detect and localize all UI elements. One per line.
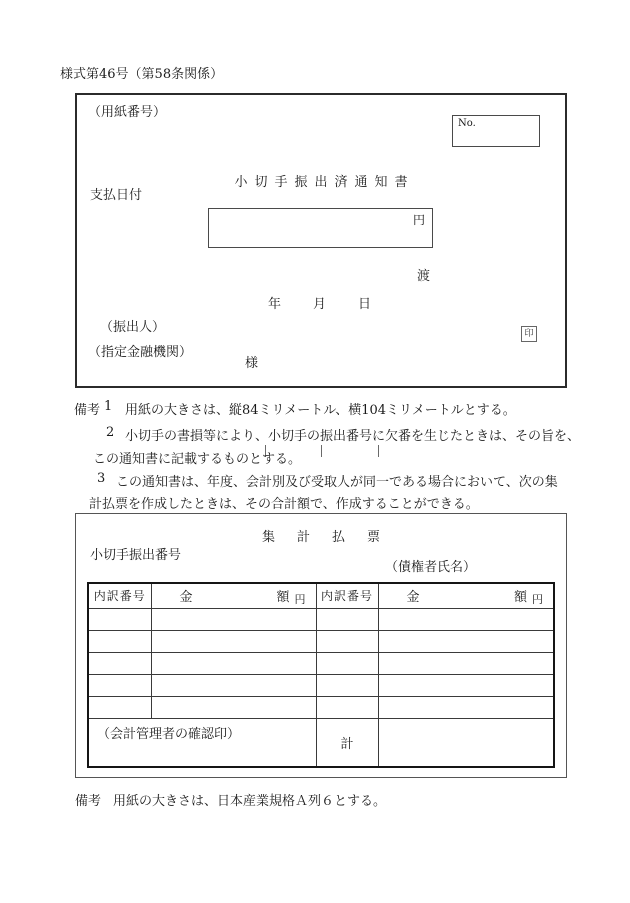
- empty-cell: [316, 608, 378, 630]
- summary-table: [87, 582, 555, 768]
- empty-cell: [316, 696, 378, 718]
- remarks1-line2: [74, 425, 584, 444]
- amount-box: [208, 208, 433, 248]
- empty-cell: [151, 674, 316, 696]
- seal-mark: 印: [521, 326, 537, 342]
- amount-header: [151, 583, 316, 608]
- remarks1-item2-text-cont: この通知書に記載するものとする。: [93, 452, 302, 467]
- amount-gaku-label: 額: [513, 590, 527, 606]
- remarks2-text: 用紙の大きさは、日本産業規格Ａ列６とする。: [113, 794, 387, 809]
- remarks1-line1: [74, 399, 574, 418]
- breakdown-number-header: 内訳番号: [88, 583, 151, 608]
- remarks2-line: [75, 790, 525, 809]
- empty-cell: [151, 696, 316, 718]
- honorific-label: 様: [245, 356, 259, 371]
- remarks1-line4: [74, 471, 584, 490]
- notice-title: 小切手振出済通知書: [234, 175, 415, 190]
- drawer-label: （振出人）: [100, 320, 166, 335]
- empty-cell: [378, 696, 554, 718]
- empty-cell: [378, 652, 554, 674]
- empty-cell: [151, 608, 316, 630]
- empty-cell: [378, 718, 554, 767]
- total-label: 計: [316, 718, 378, 767]
- remarks1-line5: [89, 493, 579, 512]
- no-label: No.: [458, 118, 476, 129]
- table-row: [88, 630, 554, 652]
- empty-cell: [378, 674, 554, 696]
- form-number-label: 様式第46号（第58条関係）: [60, 67, 224, 82]
- empty-cell: [88, 652, 151, 674]
- table-row: [88, 608, 554, 630]
- empty-cell: [316, 652, 378, 674]
- amount-header: [378, 583, 554, 608]
- remarks1-item2-text: 小切手の書損等により、小切手の振出番号に欠番を生じたときは、その旨を、: [125, 429, 581, 444]
- remarks2-label: 備考: [75, 794, 102, 809]
- table-row: [88, 696, 554, 718]
- empty-cell: [88, 608, 151, 630]
- remarks1-item3-num: 3: [97, 471, 106, 486]
- summary-table-footer-row: [88, 718, 554, 767]
- table-row: [88, 652, 554, 674]
- paper-number-label: （用紙番号）: [88, 105, 167, 120]
- remarks1-line3: [93, 448, 573, 467]
- breakdown-number-header: 内訳番号: [316, 583, 378, 608]
- empty-cell: [378, 630, 554, 652]
- accountant-seal-label: （会計管理者の確認印）: [88, 718, 316, 767]
- empty-cell: [88, 630, 151, 652]
- summary-slip-title: 集計払票: [261, 530, 402, 545]
- amount-kin-label: 金: [179, 590, 193, 606]
- empty-cell: [316, 630, 378, 652]
- amount-kin-label: 金: [406, 590, 420, 606]
- deliver-label: 渡: [417, 269, 431, 284]
- table-row: [88, 674, 554, 696]
- empty-cell: [151, 652, 316, 674]
- remarks1-item1-text: 用紙の大きさは、縦84ミリメートル、横104ミリメートルとする。: [125, 403, 516, 418]
- yen-label: 円: [413, 213, 426, 227]
- financial-institution-label: （指定金融機関）: [88, 345, 193, 360]
- amount-gaku-label: 額: [276, 590, 290, 606]
- amount-yen-label: 円: [532, 593, 543, 607]
- empty-cell: [88, 696, 151, 718]
- year-label: 年: [268, 297, 282, 312]
- empty-cell: [88, 674, 151, 696]
- day-label: 日: [358, 297, 372, 312]
- remarks1-item3-text: この通知書は、年度、会計別及び受取人が同一である場合において、次の集: [116, 475, 558, 490]
- creditor-name-label: （債権者氏名）: [385, 560, 477, 575]
- check-issue-number-label: 小切手振出番号: [90, 548, 182, 563]
- payment-date-label: 支払日付: [90, 188, 143, 203]
- remarks1-item2-num: 2: [106, 425, 115, 440]
- empty-cell: [316, 674, 378, 696]
- empty-cell: [151, 630, 316, 652]
- remarks1-item1-num: 1: [104, 399, 113, 414]
- remarks1-label: 備考: [74, 403, 101, 418]
- remarks1-item3-text-cont: 計払票を作成したときは、その合計額で、作成することができる。: [89, 497, 479, 512]
- month-label: 月: [313, 297, 327, 312]
- amount-yen-label: 円: [294, 593, 306, 607]
- empty-cell: [378, 608, 554, 630]
- summary-table-header-row: [88, 583, 554, 608]
